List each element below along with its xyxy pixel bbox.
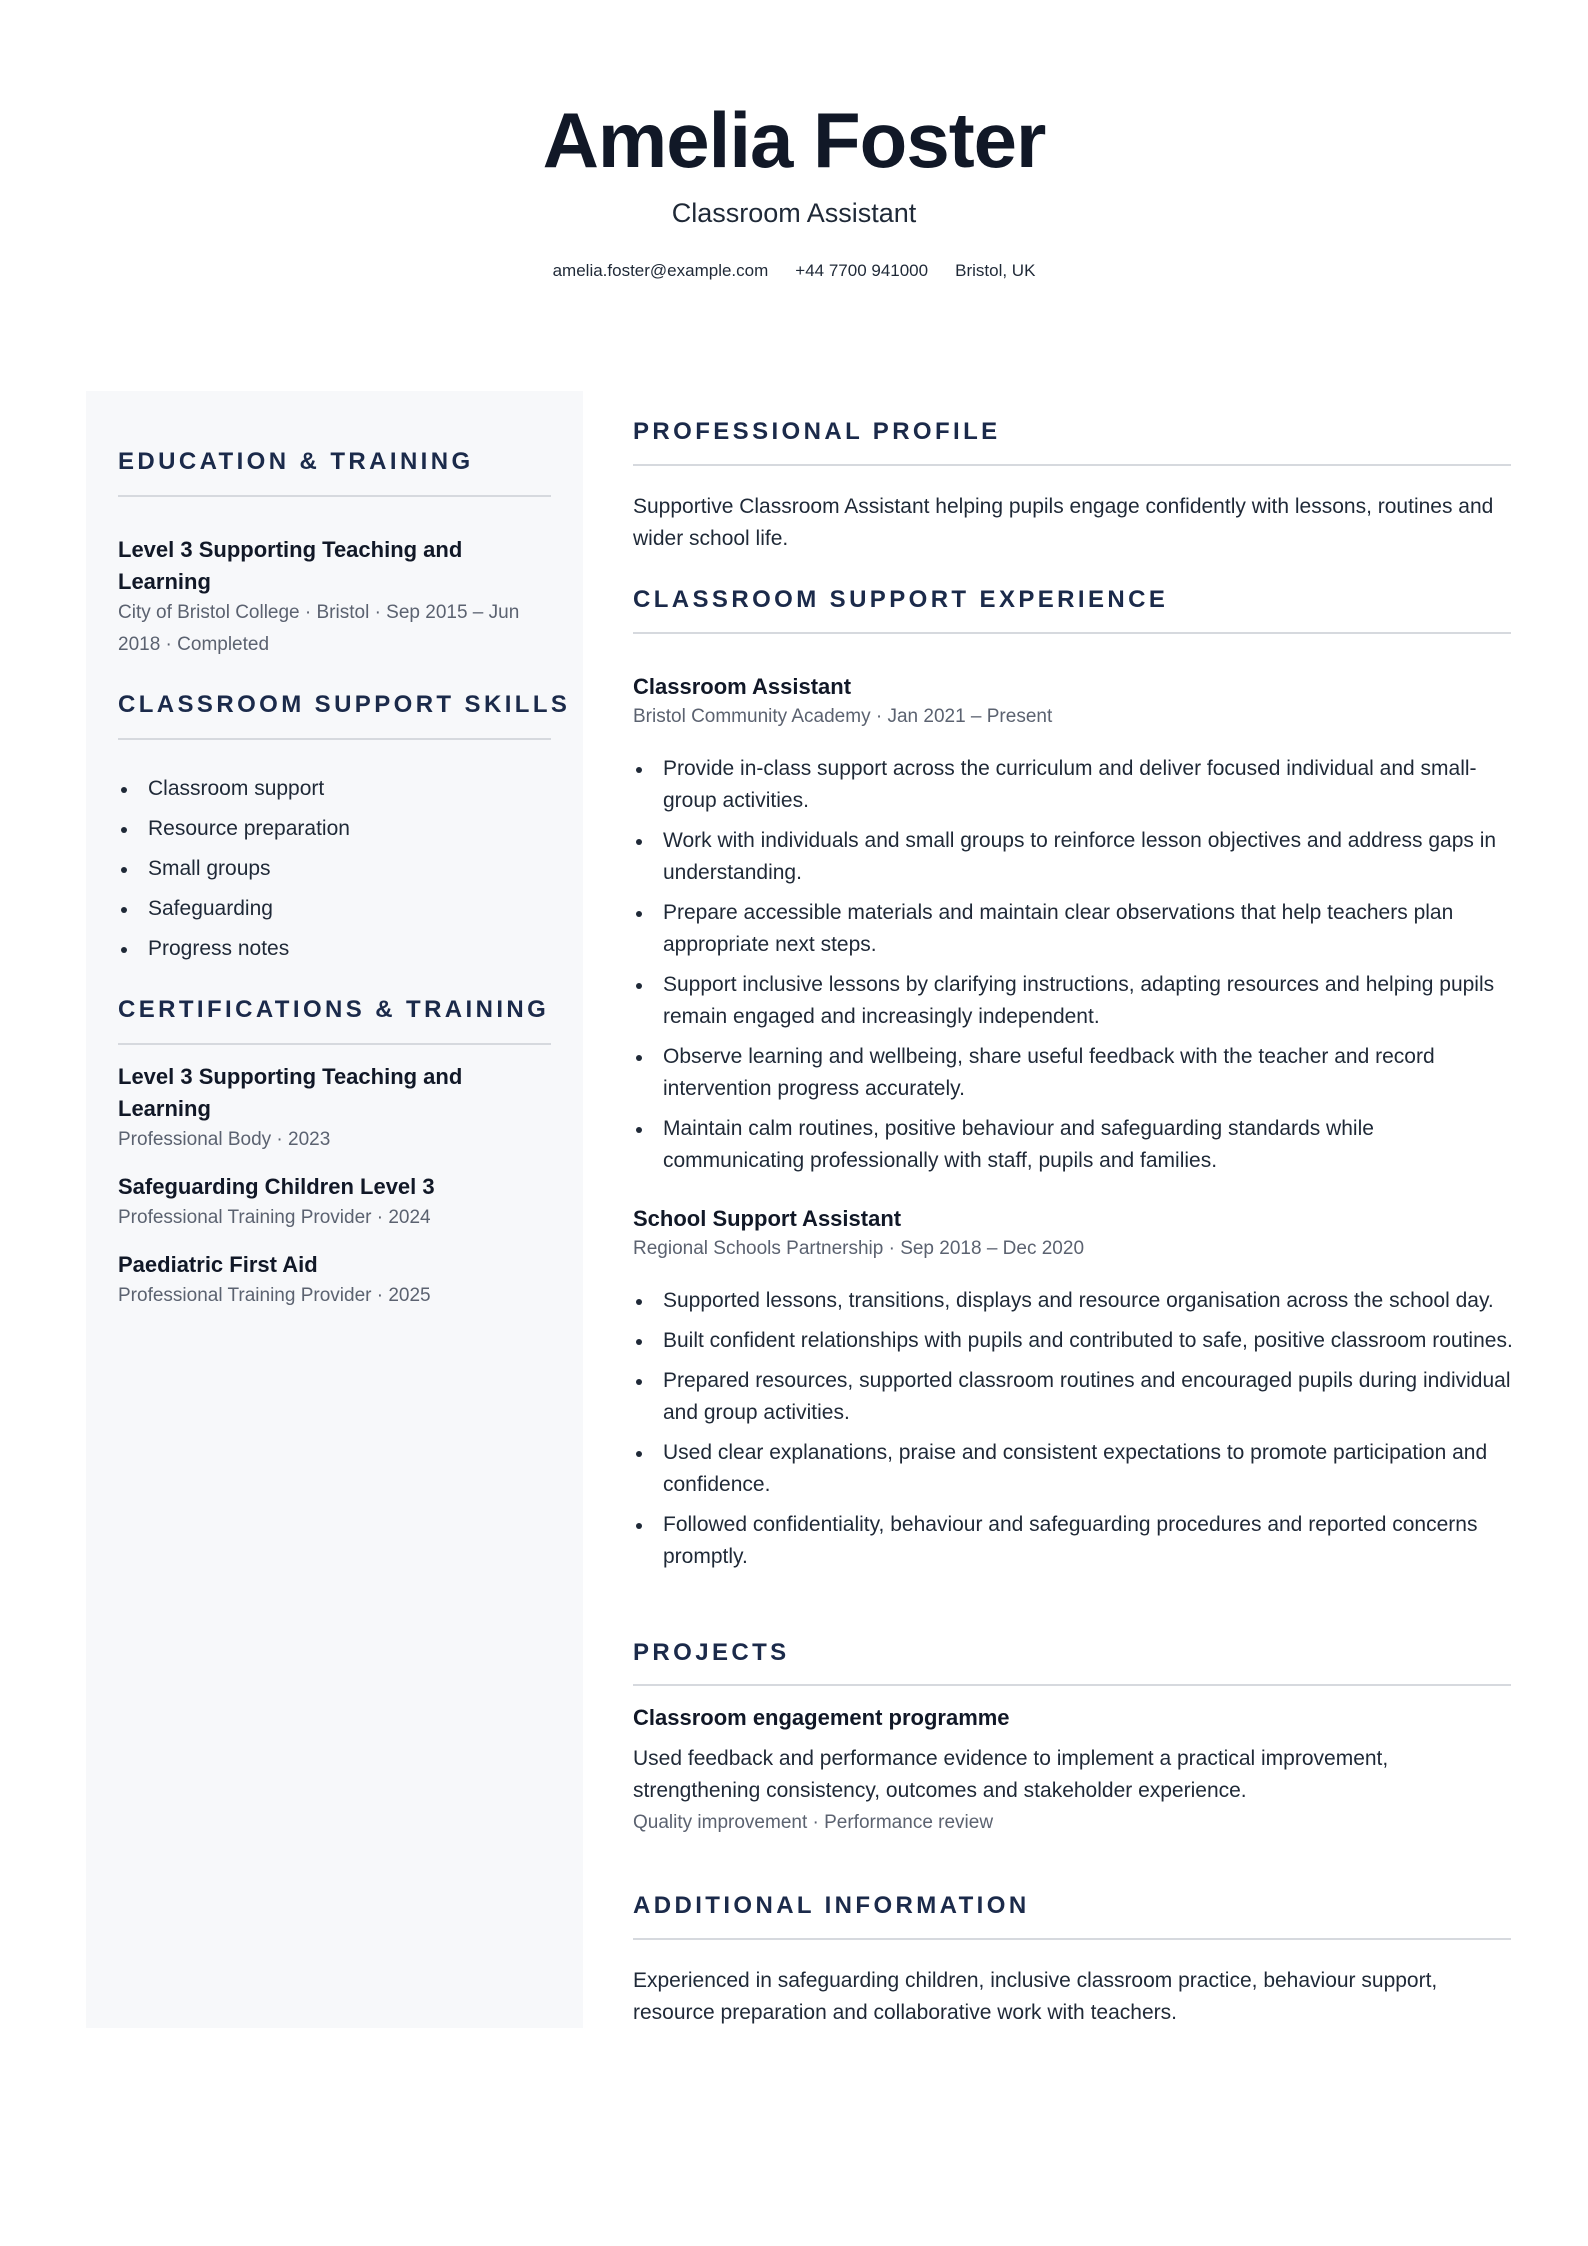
section-divider	[633, 1684, 1511, 1686]
project-name: Classroom engagement programme	[633, 1705, 1010, 1730]
contact-location: Bristol, UK	[955, 261, 1036, 280]
job-bullet: Observe learning and wellbeing, share useful feedback with the teacher and record intervention progress accurately.	[633, 1041, 1513, 1105]
job-bullet: Maintain calm routines, positive behaviour and safeguarding standards while communicating professionally with staff, pupils and families.	[633, 1113, 1513, 1177]
skill-item: Small groups	[118, 853, 548, 885]
skill-item: Resource preparation	[118, 813, 548, 845]
certification-meta: Professional Training Provider · 2024	[118, 1207, 431, 1228]
contact-email[interactable]: amelia.foster@example.com	[552, 261, 769, 280]
education-section-title: EDUCATION & TRAINING	[118, 448, 474, 475]
additional-info-text: Experienced in safeguarding children, inclusive classroom practice, behaviour support, resource preparation and collaborative work with teachers.	[633, 1969, 1438, 2024]
experience-section-title: CLASSROOM SUPPORT EXPERIENCE	[633, 586, 1169, 613]
job-bullet: Provide in-class support across the curriculum and deliver focused individual and small-group activities.	[633, 753, 1513, 817]
job-bullet: Support inclusive lessons by clarifying instructions, adapting resources and helping pupils remain engaged and increasingly independent.	[633, 969, 1513, 1033]
skills-section-title: CLASSROOM SUPPORT SKILLS	[118, 691, 571, 718]
profile-section-title: PROFESSIONAL PROFILE	[633, 418, 1001, 445]
skill-item: Progress notes	[118, 933, 548, 965]
education-item-meta: City of Bristol College · Bristol · Sep 2015 – Jun 2018 · Completed	[118, 602, 520, 655]
job-title: School Support Assistant	[633, 1206, 902, 1231]
contact-row	[0, 260, 1588, 282]
certifications-section-title: CERTIFICATIONS & TRAINING	[118, 996, 550, 1023]
profile-summary: Supportive Classroom Assistant helping pupils engage confidently with lessons, routines and wider school life.	[633, 495, 1494, 550]
sidebar	[86, 391, 583, 2028]
additional-section-title: ADDITIONAL INFORMATION	[633, 1892, 1030, 1919]
candidate-name: Amelia Foster	[542, 96, 1046, 184]
job-meta: Bristol Community Academy · Jan 2021 – Present	[633, 706, 1053, 727]
project-description: Used feedback and performance evidence to implement a practical improvement, strengthening consistency, outcomes and stakeholder experience.	[633, 1747, 1389, 1802]
section-divider	[118, 738, 551, 740]
job-bullets	[633, 1285, 1513, 1581]
job-bullets	[633, 753, 1513, 1185]
project-tags: Quality improvement · Performance review	[633, 1812, 994, 1833]
job-title: Classroom Assistant	[633, 674, 852, 699]
job-bullet: Used clear explanations, praise and consistent expectations to promote participation and confidence.	[633, 1437, 1513, 1501]
candidate-role: Classroom Assistant	[671, 198, 917, 228]
certification-meta: Professional Body · 2023	[118, 1129, 331, 1150]
section-divider	[118, 1043, 551, 1045]
section-divider	[118, 495, 551, 497]
job-bullet: Followed confidentiality, behaviour and safeguarding procedures and reported concerns promptly.	[633, 1509, 1513, 1573]
job-bullet: Prepare accessible materials and maintain clear observations that help teachers plan appropriate next steps.	[633, 897, 1513, 961]
certification-name: Safeguarding Children Level 3	[118, 1174, 435, 1199]
section-divider	[633, 1938, 1511, 1940]
section-divider	[633, 632, 1511, 634]
skill-item: Safeguarding	[118, 893, 548, 925]
projects-section-title: PROJECTS	[633, 1639, 790, 1666]
certification-name: Paediatric First Aid	[118, 1252, 318, 1277]
job-meta: Regional Schools Partnership · Sep 2018 – Dec 2020	[633, 1238, 1085, 1259]
job-bullet: Prepared resources, supported classroom routines and encouraged pupils during individual and group activities.	[633, 1365, 1513, 1429]
job-bullet: Work with individuals and small groups to reinforce lesson objectives and address gaps in understanding.	[633, 825, 1513, 889]
skills-list	[118, 773, 548, 973]
section-divider	[633, 464, 1511, 466]
certification-name: Level 3 Supporting Teaching and Learning	[118, 1064, 463, 1121]
certification-meta: Professional Training Provider · 2025	[118, 1285, 431, 1306]
job-bullet: Supported lessons, transitions, displays and resource organisation across the school day.	[633, 1285, 1513, 1317]
job-bullet: Built confident relationships with pupils and contributed to safe, positive classroom routines.	[633, 1325, 1513, 1357]
contact-phone[interactable]: +44 7700 941000	[795, 261, 929, 280]
education-item-title: Level 3 Supporting Teaching and Learning	[118, 537, 463, 594]
skill-item: Classroom support	[118, 773, 548, 805]
